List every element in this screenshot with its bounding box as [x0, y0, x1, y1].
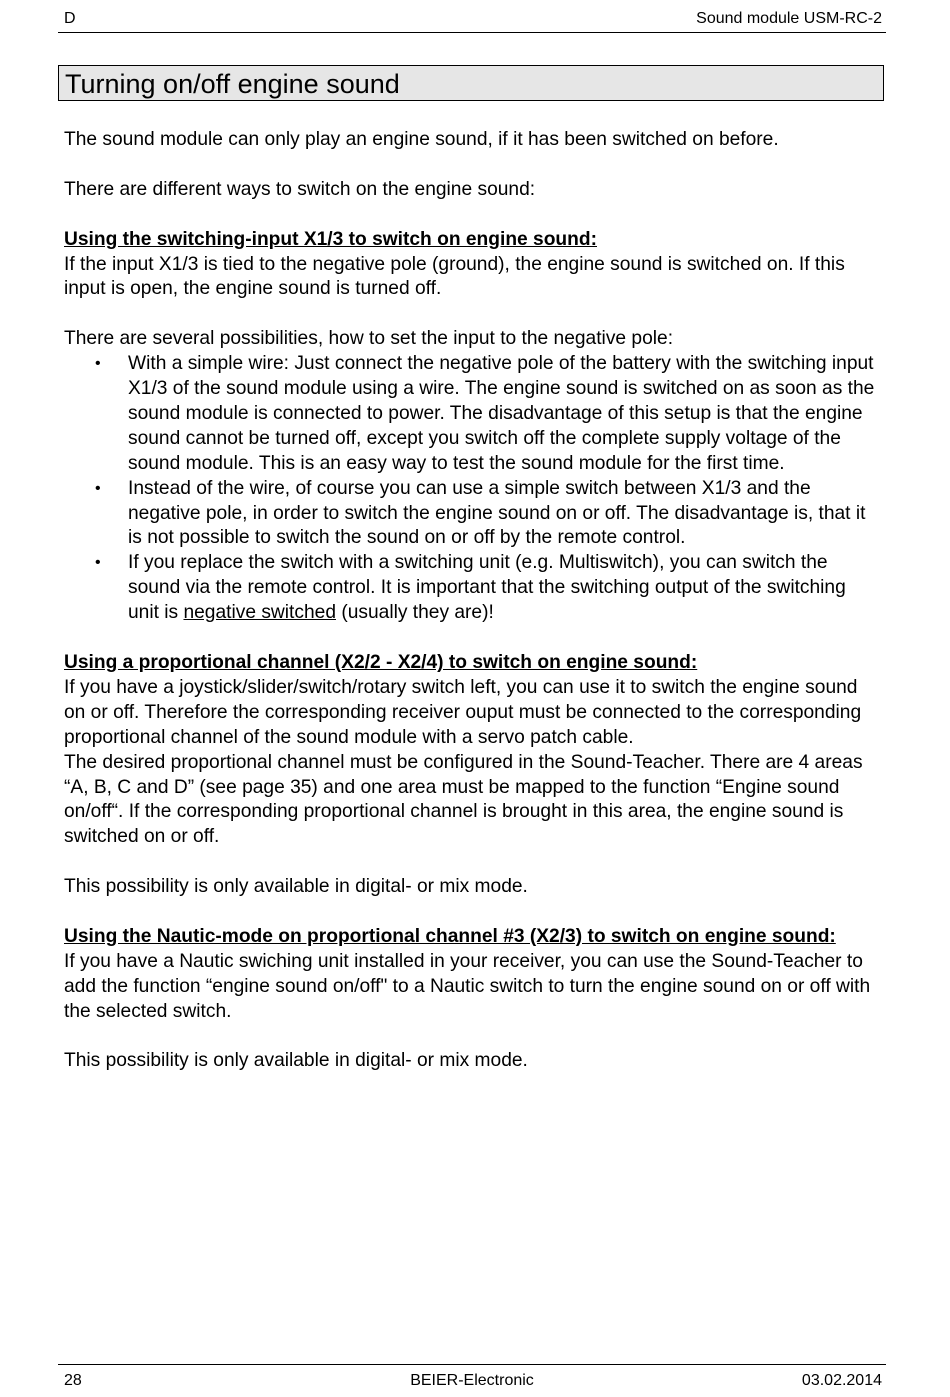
possibilities-intro: There are several possibilities, how to set the input to the negative pole: — [64, 328, 674, 350]
ways-intro: There are different ways to switch on the engine sound: — [64, 178, 536, 200]
switch-input-body: If the input X1/3 is tied to the negative pole (ground), the engine sound is switched on. If this input is open, the engine sound is turned off. — [64, 253, 845, 300]
page-header — [58, 8, 886, 33]
switch-input-heading: Using the switching-input X1/3 to switch on engine sound: — [64, 228, 597, 250]
proportional-note: This possibility is only available in digital- or mix mode. — [64, 876, 528, 898]
negative-switched-emphasis: negative switched — [183, 602, 336, 624]
nautic-body: If you have a Nautic swiching unit installed in your receiver, you can use the Sound-Teacher to add the function “engine sound on/off" to a Nautic switch to turn the engine sound on or off with the selected switch. — [64, 950, 871, 1022]
page-number: 28 — [64, 1372, 82, 1389]
page-footer — [58, 1364, 886, 1389]
proportional-body-1: If you have a joystick/slider/switch/rotary switch left, you can use it to switch the engine sound on or off. Therefore the corresponding receiver ouput must be connected to the corresponding proportional channel of the sound module with a servo patch cable. — [64, 676, 862, 748]
nautic-note: This possibility is only available in digital- or mix mode. — [64, 1050, 528, 1072]
bullet-icon: • — [95, 355, 101, 373]
footer-date: 03.02.2014 — [801, 1372, 882, 1389]
list-item: • If you replace the switch with a switching unit (e.g. Multiswitch), you can switch the sound via the remote control. It is important that the switching output of the switching unit is negative switched (usually they are)! — [95, 552, 846, 624]
list-item: • Instead of the wire, of course you can use a simple switch between X1/3 and the negative pole, in order to switch the engine sound on or off. The disadvantage is, that it is not possible to switch the sound on or off by the remote control. — [95, 477, 866, 549]
proportional-heading: Using a proportional channel (X2/2 - X2/4) to switch on engine sound: — [64, 651, 698, 673]
intro-paragraph: The sound module can only play an engine sound, if it has been switched on before. — [64, 129, 779, 150]
proportional-body-2: The desired proportional channel must be configured in the Sound-Teacher. There are 4 areas “A, B, C and D” (see page 35) and one area must be mapped to the function “Engine sound on/off“. If the corresponding proportional channel is brought in this area, the engine sound is switched on or off. — [64, 751, 863, 848]
section-title: Turning on/off engine sound — [58, 65, 884, 101]
possibilities-list — [64, 352, 876, 626]
list-item: • With a simple wire: Just connect the negative pole of the battery with the switching input X1/3 of the sound module using a wire. The engine sound is switched on as soon as the sound module is connected to power. The disadvantage of this setup is that the engine sound cannot be turned off, except you switch off the complete supply voltage of the sound module. This is an easy way to test the sound module for the first time. — [95, 353, 875, 474]
nautic-heading: Using the Nautic-mode on proportional channel #3 (X2/3) to switch on engine sound: — [64, 925, 836, 947]
bullet-icon: • — [95, 479, 101, 497]
header-language: D — [64, 10, 76, 27]
bullet-icon: • — [95, 554, 101, 572]
footer-company: BEIER-Electronic — [410, 1372, 534, 1389]
header-document-title: Sound module USM-RC-2 — [696, 10, 882, 27]
document-body — [64, 128, 876, 1074]
